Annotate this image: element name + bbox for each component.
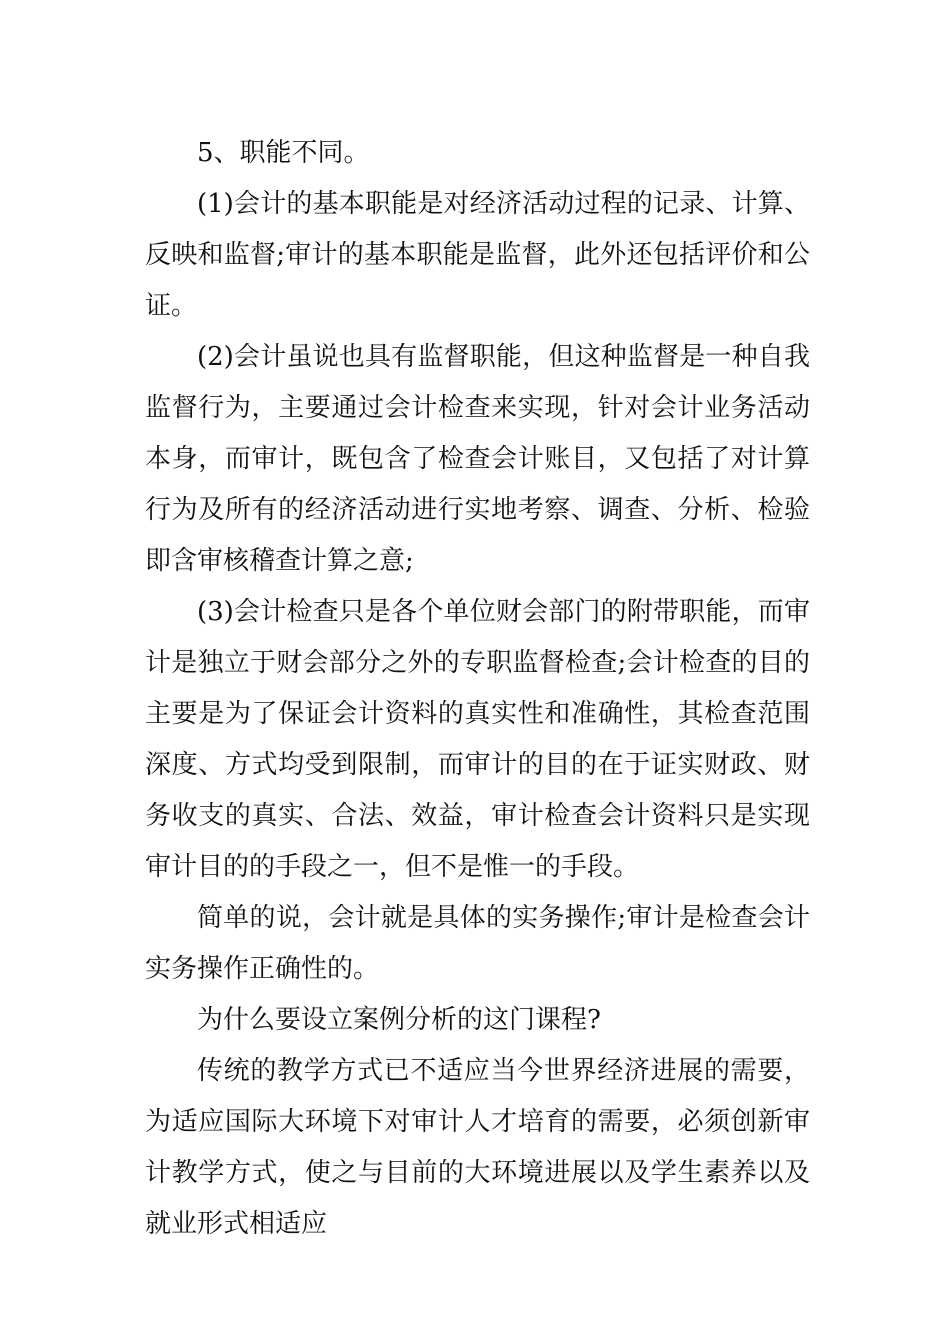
document-body: [145, 128, 810, 1250]
question-heading: 为什么要设立案例分析的这门课程?: [197, 1005, 601, 1035]
paragraph-point-2: (2)会计虽说也具有监督职能，但这种监督是一种自我监督行为，主要通过会计检查来实现，针对会计业务活动本身，而审计，既包含了检查会计账目，又包括了对计算行为及所有的经济活动进行实地考察、调查、分析、检验即含审核稽查计算之意;: [145, 342, 810, 576]
paragraph-point-3: (3)会计检查只是各个单位财会部门的附带职能，而审计是独立于财会部分之外的专职监督检查;会计检查的目的主要是为了保证会计资料的真实性和准确性，其检查范围深度、方式均受到限制，而审计的目的在于证实财政、财务收支的真实、合法、效益，审计检查会计资料只是实现审计目的的手段之一，但不是惟一的手段。: [145, 597, 810, 882]
section-heading-functions: 5、职能不同。: [197, 138, 370, 168]
paragraph-point-1: (1)会计的基本职能是对经济活动过程的记录、计算、反映和监督;审计的基本职能是监督，此外还包括评价和公证。: [145, 189, 810, 321]
paragraph-answer: 传统的教学方式已不适应当今世界经济进展的需要，为适应国际大环境下对审计人才培育的需要，必须创新审计教学方式，使之与目前的大环境进展以及学生素养以及就业形式相适应: [145, 1056, 810, 1239]
paragraph-summary: 简单的说，会计就是具体的实务操作;审计是检查会计实务操作正确性的。: [145, 903, 810, 984]
